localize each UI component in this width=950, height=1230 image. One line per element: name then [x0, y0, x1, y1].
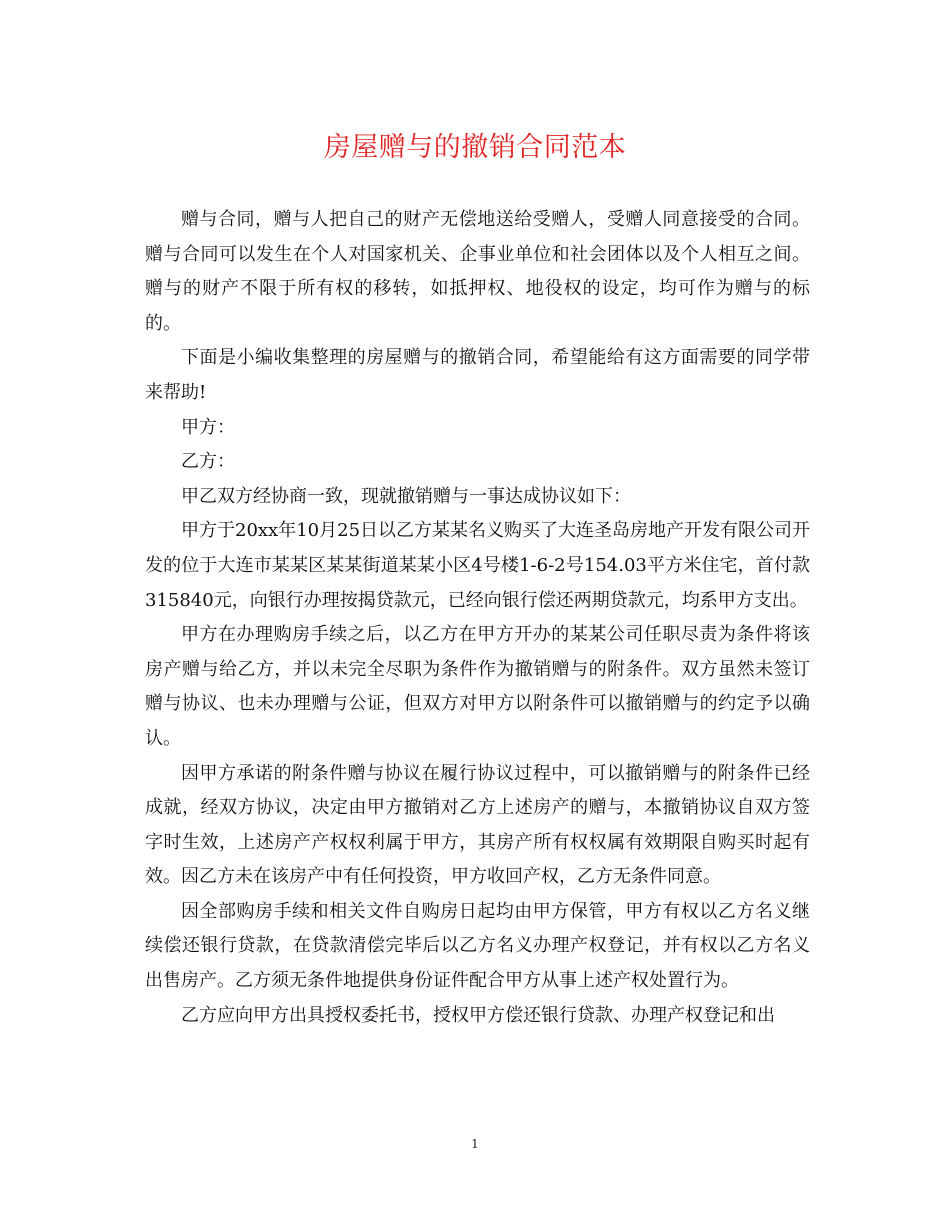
paragraph-documents: 因全部购房手续和相关文件自购房日起均由甲方保管，甲方有权以乙方名义继续偿还银行贷款，在贷款清偿完毕后以乙方名义办理产权登记，并有权以乙方名义出售房产。乙方须无条件地提供身份证件配合甲方从事上述产权处置行为。: [145, 900, 810, 992]
paragraph-purchase: 甲方于20xx年10月25日以乙方某某名义购买了大连圣岛房地产开发有限公司开发的位于大连市某某区某某街道某某小区4号楼1-6-2号154.03平方米住宅，首付款315840元，向银行办理按揭贷款元，已经向银行偿还两期贷款元，均系甲方支出。: [145, 520, 811, 611]
paragraph-authorization: 乙方应向甲方出具授权委托书，授权甲方偿还银行贷款、办理产权登记和出: [181, 1004, 775, 1026]
paragraph-intro: 赠与合同，赠与人把自己的财产无偿地送给受赠人，受赠人同意接受的合同。赠与合同可以发生在个人对国家机关、企事业单位和社会团体以及个人相互之间。赠与的财产不限于所有权的移转，如抵押权、地役权的设定，均可作为赠与的标的。: [145, 209, 810, 334]
document-body: [145, 203, 810, 1033]
page-number: 1: [471, 1137, 479, 1151]
paragraph-note: 下面是小编收集整理的房屋赠与的撤销合同，希望能给有这方面需要的同学带来帮助!: [145, 347, 810, 403]
party-a-line: 甲方：: [181, 416, 235, 438]
paragraph-gift-condition: 甲方在办理购房手续之后，以乙方在甲方开办的某某公司任职尽责为条件将该房产赠与给乙方，并以未完全尽职为条件作为撤销赠与的附条件。双方虽然未签订赠与协议、也未办理赠与公证，但双方对甲方以附条件可以撤销赠与的约定予以确认。: [145, 624, 810, 749]
paragraph-revocation: 因甲方承诺的附条件赠与协议在履行协议过程中，可以撤销赠与的附条件已经成就，经双方协议，决定由甲方撤销对乙方上述房产的赠与，本撤销协议自双方签字时生效，上述房产产权权利属于甲方，其房产所有权权属有效期限自购买时起有效。因乙方未在该房产中有任何投资，甲方收回产权，乙方无条件同意。: [145, 762, 810, 888]
party-b-line: 乙方：: [181, 451, 235, 473]
paragraph-agreement: 甲乙双方经协商一致，现就撤销赠与一事达成协议如下：: [181, 485, 631, 507]
document-title: 房屋赠与的撤销合同范本: [323, 132, 627, 163]
